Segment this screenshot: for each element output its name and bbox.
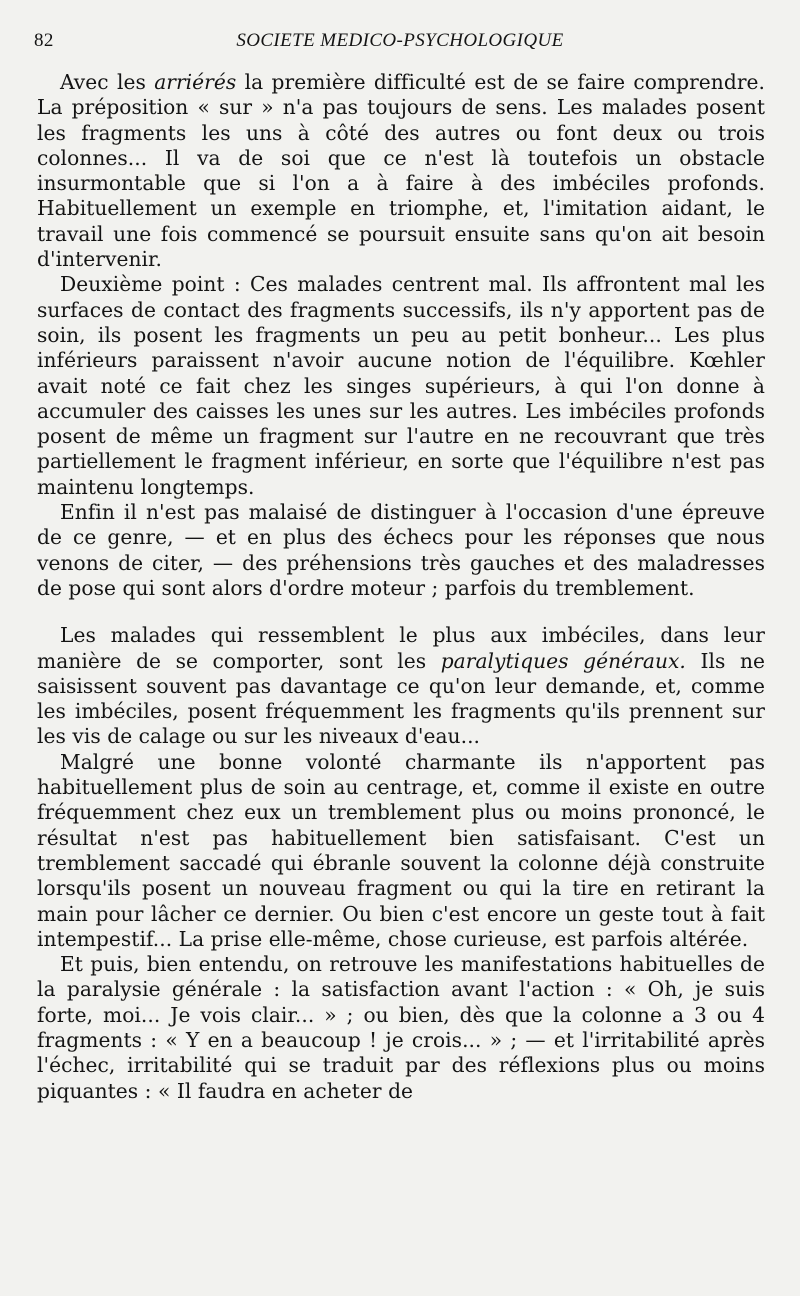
italic-text: arriérés [154, 70, 237, 94]
running-title: SOCIETE MEDICO-PSYCHOLOGIQUE [236, 30, 564, 51]
paragraph-text: Malgré une bonne volonté charmante ils n'apportent pas habituellement plus de soin au centrage, et, comme il existe en outre fréquemment chez eux un tremblement plus ou moins prononcé, le résultat n'est pas habituellement bien satisfaisant. C'est un tremblement saccadé qui ébranle souvent la colonne déjà construite lorsqu'ils posent un nouveau fragment ou qui la tire en retirant la main pour lâcher ce dernier. Ou bien c'est encore un geste tout à fait intempestif... La prise elle-même, chose curieuse, est parfois altérée. [37, 749, 765, 951]
page-number: 82 [34, 30, 54, 51]
paragraph-text: Avec les [60, 70, 155, 94]
page-header [34, 30, 766, 54]
paragraph-text: Enfin il n'est pas malaisé de distinguer à l'occasion d'une épreuve de ce genre, — et en plus des échecs pour les réponses que nous venons de citer, — des préhensions très gauches et des maladresses de pose qui sont alors d'ordre moteur ; parfois du tremblement. [37, 500, 765, 600]
paragraph-text: la première difficulté est de se faire comprendre. La préposition « sur » n'a pas toujours de sens. Les malades posent les fragments les uns à côté des autres ou font deux ou trois colonnes... Il va de soi que ce n'est là toutefois un obstacle insurmontable que si l'on a à faire à des imbéciles profonds. Habituellement un exemple en triomphe, et, l'imitation aidant, le travail une fois commencé se poursuit ensuite sans qu'on ait besoin d'intervenir. [37, 70, 765, 272]
paragraph [37, 272, 765, 500]
body-text [37, 70, 765, 1104]
paragraph-text: Deuxième point : Ces malades centrent mal. Ils affrontent mal les surfaces de contact des fragments successifs, ils n'y apportent pas de soin, ils posent les fragments un peu au petit bonheur... Les plus inférieurs paraissent n'avoir aucune notion de l'équilibre. Kœhler avait noté ce fait chez les singes supérieurs, à qui l'on donne à accumuler des caisses les unes sur les autres. Les imbéciles profonds posent de même un fragment sur l'autre en ne recouvrant que très partiellement le fragment inférieur, en sorte que l'équilibre n'est pas maintenu longtemps. [37, 272, 765, 499]
paragraph [37, 500, 765, 601]
paragraph [37, 750, 765, 952]
paragraph-text: Les malades qui ressemblent le plus aux imbéciles, dans leur manière de se comporter, sont les [37, 623, 765, 673]
paragraph [37, 952, 765, 1104]
paragraph-text: Et puis, bien entendu, on retrouve les manifestations habituelles de la paralysie générale : la satisfaction avant l'action : « Oh, je suis forte, moi... Je vois clair... » ; ou bien, dès que la colonne a 3 ou 4 fragments : « Y en a beaucoup ! je crois... » ; — et l'irritabilité après l'échec, irritabilité qui se traduit par des réflexions plus ou moins piquantes : « Il faudra en acheter de [37, 952, 765, 1103]
italic-text: paralytiques généraux. [440, 648, 686, 673]
paragraph [37, 623, 765, 749]
paragraph [37, 70, 765, 272]
paragraph-text: Ils ne saisissent souvent pas davantage ce qu'on leur demande, et, comme les imbéciles, posent fréquemment les fragments qu'ils prennent sur les vis de calage ou sur les niveaux d'eau... [37, 648, 765, 749]
